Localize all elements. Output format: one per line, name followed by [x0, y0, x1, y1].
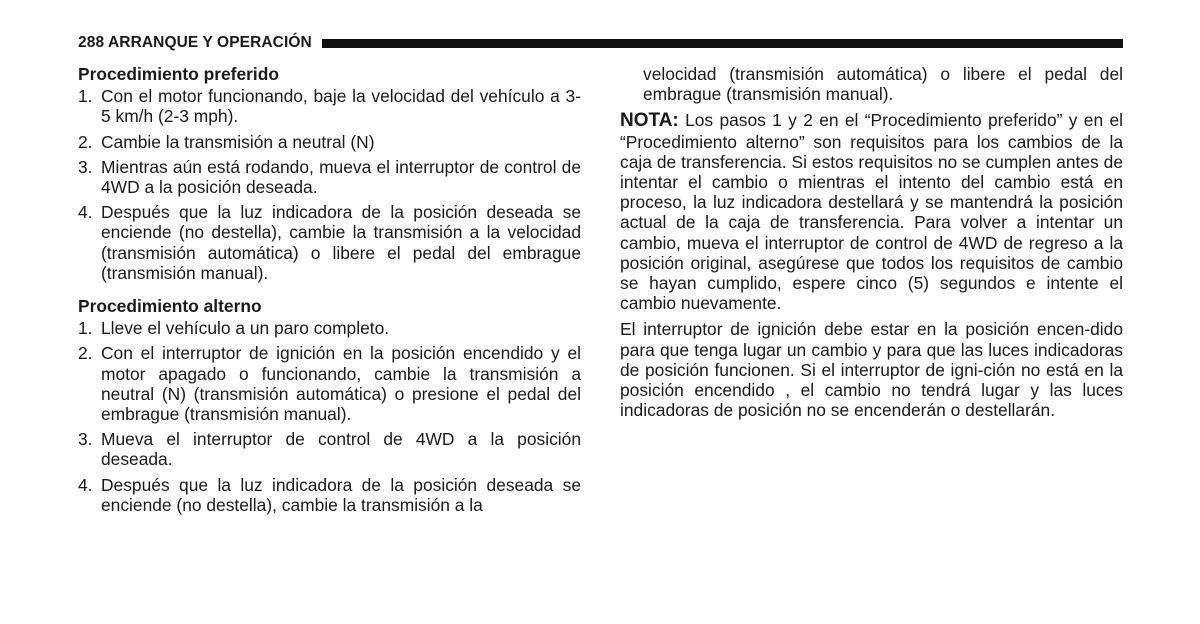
alternate-steps-list: [78, 318, 581, 515]
left-column: [78, 64, 581, 515]
note-text: Los pasos 1 y 2 en el “Procedimiento preferido” y en el “Procedimiento alterno” son requisitos para los cambios de la caja de transferencia. Si estos requisitos no se cumplen antes de intentar el cambio o mientras el intento del cambio está en proceso, la luz indicadora destellará y se mantendrá la posición actual de la caja de transferencia. Para volver a intentar un cambio, mueva el interruptor de control de 4WD de regreso a la posición original, asegúrese que todos los requisitos de cambio se hayan cumplido, espere cinco (5) segundos e intente el cambio nuevamente.: [620, 110, 1123, 314]
note-paragraph: [620, 110, 1123, 313]
step-number: 3.: [78, 429, 93, 450]
preferred-steps-list: [78, 86, 581, 283]
step-text: Lleve el vehículo a un paro completo.: [101, 318, 390, 339]
step-number: 2.: [78, 131, 93, 152]
header-rule: [322, 39, 1123, 48]
list-item: [78, 475, 581, 515]
step-text: Con el motor funcionando, baje la velocidad del vehículo a 3-5 km/h (2-3 mph).: [101, 86, 581, 127]
step-number: 4.: [78, 474, 93, 495]
step-number: 4.: [78, 202, 93, 223]
step-text: Mueva el interruptor de control de 4WD a la posición deseada.: [101, 429, 581, 470]
list-item: [78, 318, 581, 338]
list-item: [78, 86, 581, 126]
preferred-procedure-heading: Procedimiento preferido: [78, 64, 279, 84]
step-text: Después que la luz indicadora de la posición deseada se enciende (no destella), cambie la transmisión a la: [101, 474, 581, 515]
page-title: 288 ARRANQUE Y OPERACIÓN: [78, 34, 312, 51]
step-number: 2.: [78, 343, 93, 364]
list-item: [78, 132, 581, 152]
right-column: [620, 64, 1123, 420]
step-number: 3.: [78, 156, 93, 177]
step-number: 1.: [78, 318, 93, 339]
step-number: 1.: [78, 86, 93, 107]
ignition-paragraph: El interruptor de ignición debe estar en la posición encen-dido para que tenga lugar un cambio y para que las luces indicadoras de posición funcionen. Si el interruptor de igni-ción no está en la posición encendido , el cambio no tendrá lugar y las luces indicadoras de posición no se encenderán o destellarán.: [620, 319, 1123, 421]
note-label: NOTA:: [620, 110, 679, 132]
list-item: [78, 343, 581, 424]
page-header: [78, 33, 1123, 53]
step-text: Mientras aún está rodando, mueva el interruptor de control de 4WD a la posición deseada.: [101, 156, 581, 198]
step-text: Después que la luz indicadora de la posición deseada se enciende (no destella), cambie la transmisión a la velocidad (transmisión automática) o libere el pedal del embrague (transmisión manual).: [101, 202, 581, 283]
list-item: [78, 157, 581, 197]
step-text: Cambie la transmisión a neutral (N): [101, 131, 375, 152]
step-continuation-text: velocidad (transmisión automática) o libere el pedal del embrague (transmisión manual).: [643, 64, 1123, 105]
alternate-procedure-heading: Procedimiento alterno: [78, 296, 262, 317]
list-item: [78, 429, 581, 469]
step-text: Con el interruptor de ignición en la posición encendido y el motor apagado o funcionando, cambie la transmisión a neutral (N) (transmisión automática) o presione el pedal del embrague (transmisión manual).: [101, 343, 581, 425]
list-item: [78, 202, 581, 283]
